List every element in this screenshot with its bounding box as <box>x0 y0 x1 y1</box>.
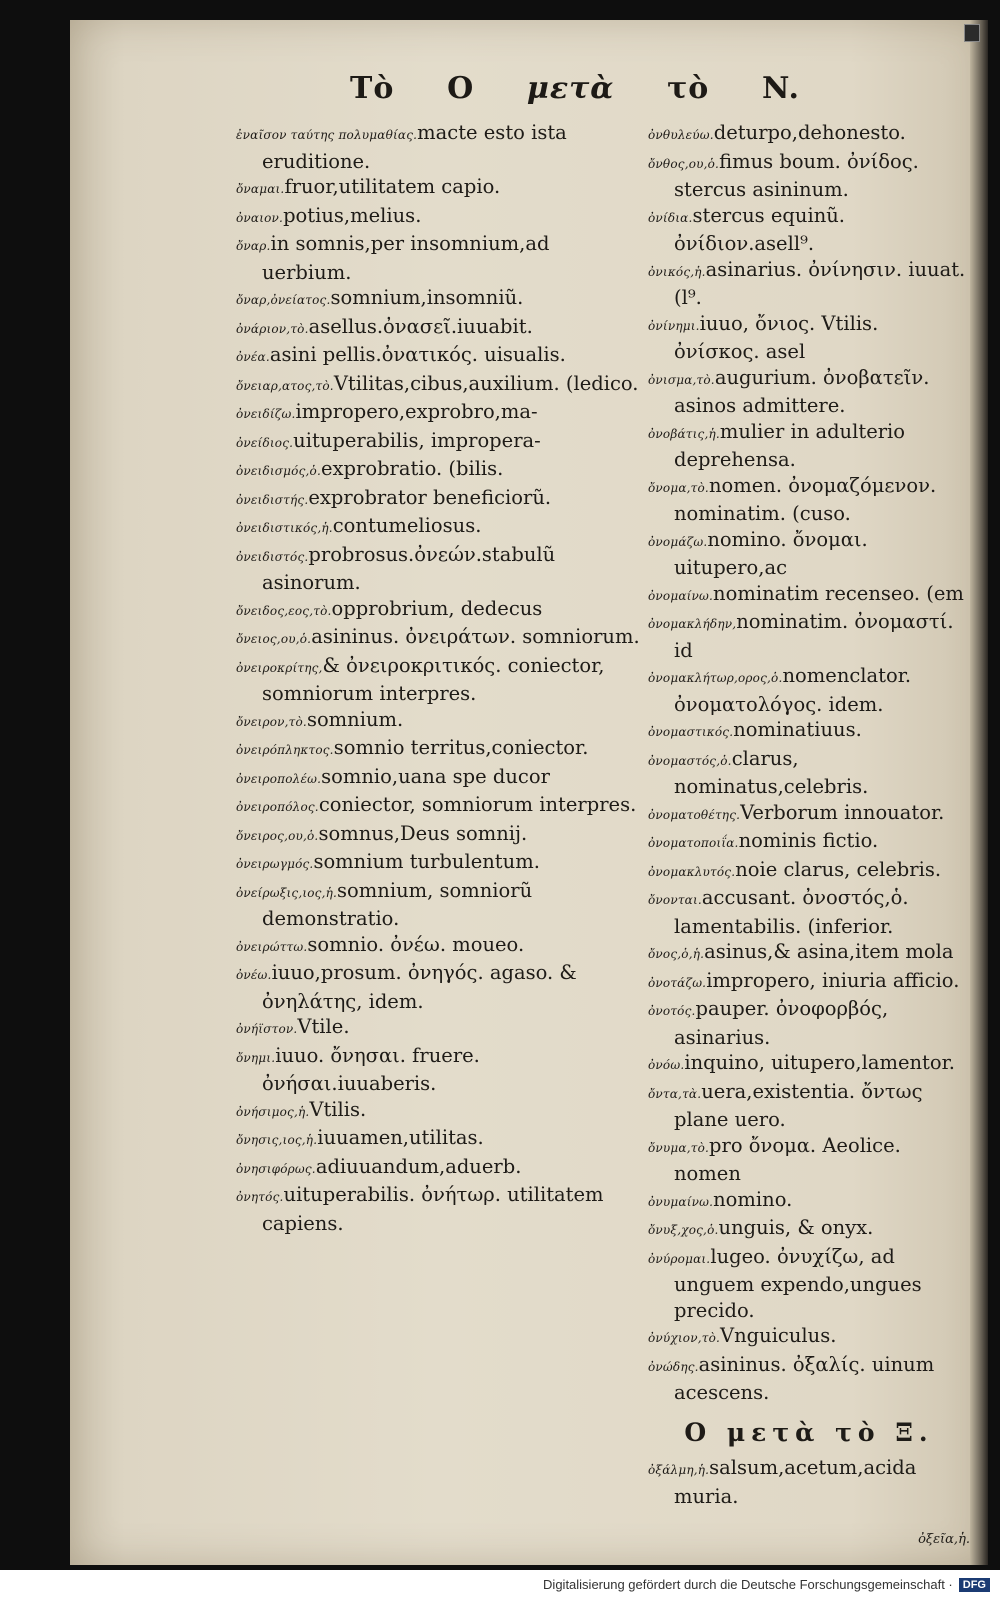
latin-gloss: nomino. ὄνομαι. uitupero,ac <box>674 527 868 579</box>
greek-headword: ὀνομακλυτός. <box>648 864 736 879</box>
greek-headword: ὀνειδίζω. <box>236 407 296 421</box>
dictionary-entry <box>648 939 970 968</box>
dictionary-entry <box>236 120 641 174</box>
latin-gloss: uera,existentia. ὄντως plane uero. <box>674 1079 923 1131</box>
dictionary-entry <box>236 1097 641 1126</box>
latin-gloss: salsum,acetum,acida muria. <box>674 1456 917 1508</box>
greek-headword: ὄνημι. <box>236 1050 276 1065</box>
greek-headword: ὄναρ. <box>236 239 271 253</box>
latin-gloss: Vtilis. <box>309 1097 367 1121</box>
dictionary-entry <box>648 149 970 203</box>
footer-credit: Digitalisierung gefördert durch die Deutsche Forschungsgemeinschaft · <box>543 1577 953 1592</box>
dictionary-entry <box>648 1050 970 1079</box>
greek-headword: ὄνειος,ου,ὁ. <box>236 632 312 646</box>
greek-headword: ὀνομάζω. <box>648 534 708 549</box>
greek-headword: ὀνώδης. <box>648 1359 699 1374</box>
greek-headword: ὀνίνημι. <box>648 318 700 333</box>
dictionary-entry <box>648 717 970 746</box>
dictionary-entry <box>648 311 970 365</box>
section-heading: O μετὰ τὸ Ξ. <box>684 1417 934 1447</box>
footer-bar <box>0 1570 1000 1599</box>
latin-gloss: lugeo. ὀνυχίζω, ad unguem expendo,ungues precido. <box>674 1244 922 1322</box>
greek-headword: ὄναμαι. <box>236 182 285 196</box>
dictionary-entry <box>236 314 641 343</box>
dictionary-entry <box>236 203 641 232</box>
latin-gloss: asellus.ὀνασεῖ.iuuabit. <box>308 314 533 338</box>
dictionary-entry <box>236 624 641 653</box>
dictionary-entry <box>648 257 970 311</box>
dictionary-entry <box>236 821 641 850</box>
running-head <box>350 68 800 108</box>
greek-headword: ὀνοτός. <box>648 1004 696 1018</box>
greek-headword: ὀνητός. <box>236 1190 284 1204</box>
running-head-part: N. <box>762 70 800 106</box>
latin-gloss: mulier in adulterio deprehensa. <box>674 419 906 471</box>
latin-gloss: asininus. ὀξαλίς. uinum acescens. <box>674 1352 935 1404</box>
greek-headword: ὀνυμαίνω. <box>648 1194 714 1209</box>
latin-gloss: nomenclator. ὀνοματολόγος. idem. <box>674 664 912 716</box>
greek-headword: ὄνομα,τὸ. <box>648 480 709 495</box>
dictionary-entry <box>236 1154 641 1183</box>
latin-gloss: iuuo,prosum. ὀνηγός. agaso. & ὀνηλάτης, idem. <box>262 961 577 1013</box>
greek-headword: ὀνομαστός,ὁ. <box>648 753 732 768</box>
latin-gloss: coniector, somniorum interpres. <box>318 793 637 816</box>
greek-headword: ὀνειδιστός. <box>236 549 309 564</box>
latin-gloss: Vnguiculus. <box>720 1324 837 1347</box>
latin-gloss: uituperabilis, impropera- <box>293 428 541 452</box>
dictionary-entry <box>648 1323 970 1352</box>
greek-headword: ὄντα,τὰ. <box>648 1086 702 1101</box>
greek-headword: ὀνομακλήδην, <box>648 617 737 631</box>
latin-gloss: somnium. <box>306 707 404 731</box>
greek-headword: ἐναῖσον ταύτης πολυμαθίας. <box>236 128 418 142</box>
greek-headword: ὄνειδος,εος,τὸ. <box>236 603 332 618</box>
dictionary-entry <box>236 542 641 596</box>
latin-gloss: nomino. <box>713 1187 793 1211</box>
latin-gloss: unguis, & onyx. <box>718 1216 874 1239</box>
latin-gloss: fimus boum. ὀνίδος. stercus asininum. <box>674 149 919 201</box>
latin-gloss: impropero,exprobro,ma- <box>295 400 538 423</box>
latin-gloss: accusant. ὀνοστός,ὁ. lamentabilis. (inferior. <box>674 886 909 938</box>
dictionary-entry <box>236 1043 641 1097</box>
latin-gloss: asinarius. ὀνίνησιν. iuuat. (l⁹. <box>674 257 966 309</box>
dictionary-entry <box>648 1187 970 1216</box>
greek-headword: ὀνύχιον,τὸ. <box>648 1331 721 1345</box>
latin-gloss: & ὀνειροκριτικός. coniector, somniorum interpres. <box>262 653 605 705</box>
greek-headword: ὀνόω. <box>648 1058 685 1072</box>
right-entries <box>648 120 970 1406</box>
greek-headword: ὀνήσιμος,ἡ. <box>236 1104 310 1119</box>
latin-gloss: deturpo,dehonesto. <box>713 121 906 144</box>
greek-headword: ὀνειρωγμός. <box>236 857 314 871</box>
dictionary-entry <box>648 581 970 610</box>
dictionary-entry <box>648 800 970 829</box>
greek-headword: ὄνυμα,τὸ. <box>648 1140 710 1155</box>
scan-corner-mark <box>964 24 980 42</box>
latin-gloss: probrosus.ὀνεών.stabulũ asinorum. <box>262 542 556 594</box>
greek-headword: ὀνοτάζω. <box>648 975 707 990</box>
greek-headword: ὀνομακλήτωρ,ορος,ὁ. <box>648 671 783 685</box>
greek-headword: ὀνησιφόρως. <box>236 1161 316 1176</box>
greek-headword: ὄνειαρ,ατος,τὸ. <box>236 378 334 393</box>
latin-gloss: noie clarus, celebris. <box>735 857 942 881</box>
greek-headword: ὄνθος,ου,ὁ. <box>648 156 720 171</box>
dictionary-entry <box>236 653 641 707</box>
latin-gloss: adiuuandum,aduerb. <box>315 1154 522 1178</box>
greek-headword: ὀνήϊστον. <box>236 1022 298 1036</box>
greek-headword: ὀνειδιστικός,ἡ. <box>236 521 333 535</box>
dictionary-entry <box>648 1079 970 1133</box>
latin-gloss: somnium,insomniũ. <box>330 286 524 309</box>
latin-gloss: stercus equinũ. ὀνίδιον.asell⁹. <box>674 203 846 255</box>
dictionary-entry <box>236 485 641 514</box>
latin-gloss: Vtile. <box>297 1015 350 1038</box>
dictionary-entry <box>648 885 970 939</box>
dictionary-entry <box>648 365 970 419</box>
dictionary-entry <box>648 746 970 800</box>
latin-gloss: potius,melius. <box>283 203 422 227</box>
greek-headword: ὄναρ,ὀνείατος. <box>236 293 331 307</box>
greek-headword: ὀξάλμη,ἡ. <box>648 1463 710 1477</box>
latin-gloss: Verborum innouator. <box>740 800 945 824</box>
latin-gloss: asininus. ὀνειράτων. somniorum. <box>311 625 640 648</box>
dictionary-entry <box>236 878 641 932</box>
dictionary-entry <box>236 456 641 485</box>
running-head-part: μετὰ <box>526 70 615 106</box>
greek-headword: ὀνικός,ἡ. <box>648 264 706 279</box>
latin-gloss: asinus,& asina,item mola <box>704 940 954 963</box>
dictionary-entry <box>236 596 641 625</box>
dictionary-entry <box>648 663 970 717</box>
greek-headword: ὀνομαίνω. <box>648 588 714 603</box>
dictionary-entry <box>648 828 970 857</box>
dictionary-entry <box>236 932 641 961</box>
latin-gloss: exprobratio. (bilis. <box>320 457 504 480</box>
dfg-logo: DFG <box>959 1578 990 1592</box>
dictionary-entry <box>236 399 641 428</box>
dictionary-entry <box>648 120 970 149</box>
greek-headword: ὀνισμα,τὸ. <box>648 372 715 387</box>
greek-headword: ὀνειροπολέω. <box>236 771 322 786</box>
latin-gloss: macte esto ista eruditione. <box>262 121 567 173</box>
latin-gloss: nomen. ὀνομαζόμενον. nominatim. (cuso. <box>674 473 937 525</box>
greek-headword: ὀνειρόπληκτος. <box>236 743 334 757</box>
greek-headword: ὀνοβάτις,ἡ. <box>648 426 720 441</box>
latin-gloss: nominatim. ὀνομαστί. id <box>674 610 954 662</box>
dictionary-entry <box>236 707 641 736</box>
latin-gloss: somnus,Deus somnij. <box>318 821 528 845</box>
dictionary-entry <box>648 1133 970 1187</box>
greek-headword: ὄνειρον,τὸ. <box>236 714 307 729</box>
greek-headword: ὄνειρος,ου,ὁ. <box>236 828 319 843</box>
latin-gloss: somnio,uana spe ducor <box>321 764 550 788</box>
latin-gloss: pro ὄνομα. Aeolice. nomen <box>674 1133 901 1185</box>
right-column <box>648 120 970 1553</box>
dictionary-entry <box>236 792 641 821</box>
latin-gloss: impropero, iniuria afficio. <box>706 968 960 992</box>
latin-gloss: iuuo, ὄνιος. Vtilis. ὀνίσκος. asel <box>674 311 879 363</box>
greek-headword: ὄνησις,ιος,ἡ. <box>236 1133 318 1147</box>
dictionary-entry <box>236 342 641 371</box>
dictionary-entry <box>236 849 641 878</box>
dictionary-entry <box>648 203 970 257</box>
dictionary-entry <box>648 996 970 1050</box>
latin-gloss: pauper. ὀνοφορβός, asinarius. <box>674 997 889 1049</box>
latin-gloss: exprobrator beneficiorũ. <box>308 485 552 509</box>
greek-headword: ὄνυξ,χος,ὁ. <box>648 1223 719 1237</box>
latin-gloss: fruor,utilitatem capio. <box>284 175 501 198</box>
dictionary-entry <box>236 1125 641 1154</box>
catchword: ὀξεῖα,ἡ. <box>918 1532 970 1547</box>
dictionary-entry <box>648 609 970 663</box>
greek-headword: ὀνοματοποιΐα. <box>648 836 739 850</box>
dictionary-entry <box>236 1182 641 1236</box>
dictionary-entry <box>648 968 970 997</box>
latin-gloss: somnio. ὀνέω. moueo. <box>307 932 525 956</box>
dictionary-entry <box>236 1014 641 1043</box>
greek-headword: ὀνέω. <box>236 968 272 982</box>
latin-gloss: contumeliosus. <box>332 514 482 537</box>
dictionary-entry <box>648 473 970 527</box>
latin-gloss: nominatim recenseo. (em <box>713 581 964 605</box>
page-edge <box>970 20 988 1565</box>
running-head-part: τὸ <box>667 70 710 106</box>
dictionary-entry <box>648 1352 970 1406</box>
greek-headword: ὀνειδισμός,ὁ. <box>236 464 321 478</box>
dictionary-entry <box>236 764 641 793</box>
dictionary-entry <box>236 371 641 400</box>
latin-gloss: uituperabilis. ὀνήτωρ. utilitatem capiens. <box>262 1183 604 1235</box>
greek-headword: ὀναιον. <box>236 210 284 225</box>
dictionary-entry <box>236 960 641 1014</box>
latin-gloss: iuuo. ὄνησαι. fruere. ὀνήσαι.iuuaberis. <box>262 1043 480 1095</box>
greek-headword: ὄνος,ὁ,ἡ. <box>648 947 705 961</box>
greek-headword: ὀνειροκρίτης, <box>236 660 323 675</box>
latin-gloss: inquino, uitupero,lamentor. <box>684 1051 955 1074</box>
greek-headword: ὀνειροπόλος. <box>236 800 319 814</box>
greek-headword: ὀνειδιστής. <box>236 492 309 507</box>
greek-headword: ὀνείδιος. <box>236 435 294 450</box>
latin-gloss: somnium turbulentum. <box>313 850 540 873</box>
greek-headword: ὀνίδια. <box>648 210 693 225</box>
latin-gloss: in somnis,per insomnium,ad uerbium. <box>262 232 550 284</box>
latin-gloss: somnium, somniorũ demonstratio. <box>262 878 533 930</box>
greek-headword: ὀνέα. <box>236 350 270 364</box>
dictionary-entry <box>236 513 641 542</box>
dictionary-entry <box>236 174 641 203</box>
greek-headword: ὀνοματοθέτης. <box>648 807 741 822</box>
latin-gloss: Vtilitas,cibus,auxilium. (ledico. <box>333 371 639 395</box>
greek-headword: ὀνειρώττω. <box>236 939 308 954</box>
dictionary-entry <box>648 419 970 473</box>
latin-gloss: augurium. ὀνοβατεῖν. asinos admittere. <box>674 365 930 417</box>
dictionary-entry <box>648 1455 970 1509</box>
left-column <box>236 120 641 1236</box>
latin-gloss: asini pellis.ὀνατικός. uisualis. <box>269 343 566 366</box>
running-head-part: Τὸ <box>350 70 395 106</box>
dictionary-entry <box>236 735 641 764</box>
latin-gloss: somnio territus,coniector. <box>333 736 589 759</box>
dictionary-entry <box>648 1215 970 1244</box>
greek-headword: ὀνείρωξις,ιος,ἡ. <box>236 885 338 900</box>
greek-headword: ὀνθυλεύω. <box>648 128 714 142</box>
latin-gloss: iuuamen,utilitas. <box>317 1126 484 1149</box>
greek-headword: ὀνάριον,τὸ. <box>236 321 309 336</box>
dictionary-entry <box>236 428 641 457</box>
dictionary-entry <box>648 857 970 886</box>
latin-gloss: clarus, nominatus,celebris. <box>674 746 869 798</box>
dictionary-entry <box>648 1244 970 1324</box>
after-section-entries <box>648 1455 970 1509</box>
greek-headword: ὀνύρομαι. <box>648 1251 711 1266</box>
dictionary-entry <box>236 285 641 314</box>
greek-headword: ὀνομαστικός. <box>648 725 734 739</box>
latin-gloss: nominatiuus. <box>733 718 862 741</box>
latin-gloss: nominis fictio. <box>738 829 879 852</box>
dictionary-entry <box>236 231 641 285</box>
dictionary-entry <box>648 527 970 581</box>
greek-headword: ὄνονται. <box>648 893 702 907</box>
latin-gloss: opprobrium, dedecus <box>331 596 543 620</box>
running-head-part: O <box>447 70 475 106</box>
